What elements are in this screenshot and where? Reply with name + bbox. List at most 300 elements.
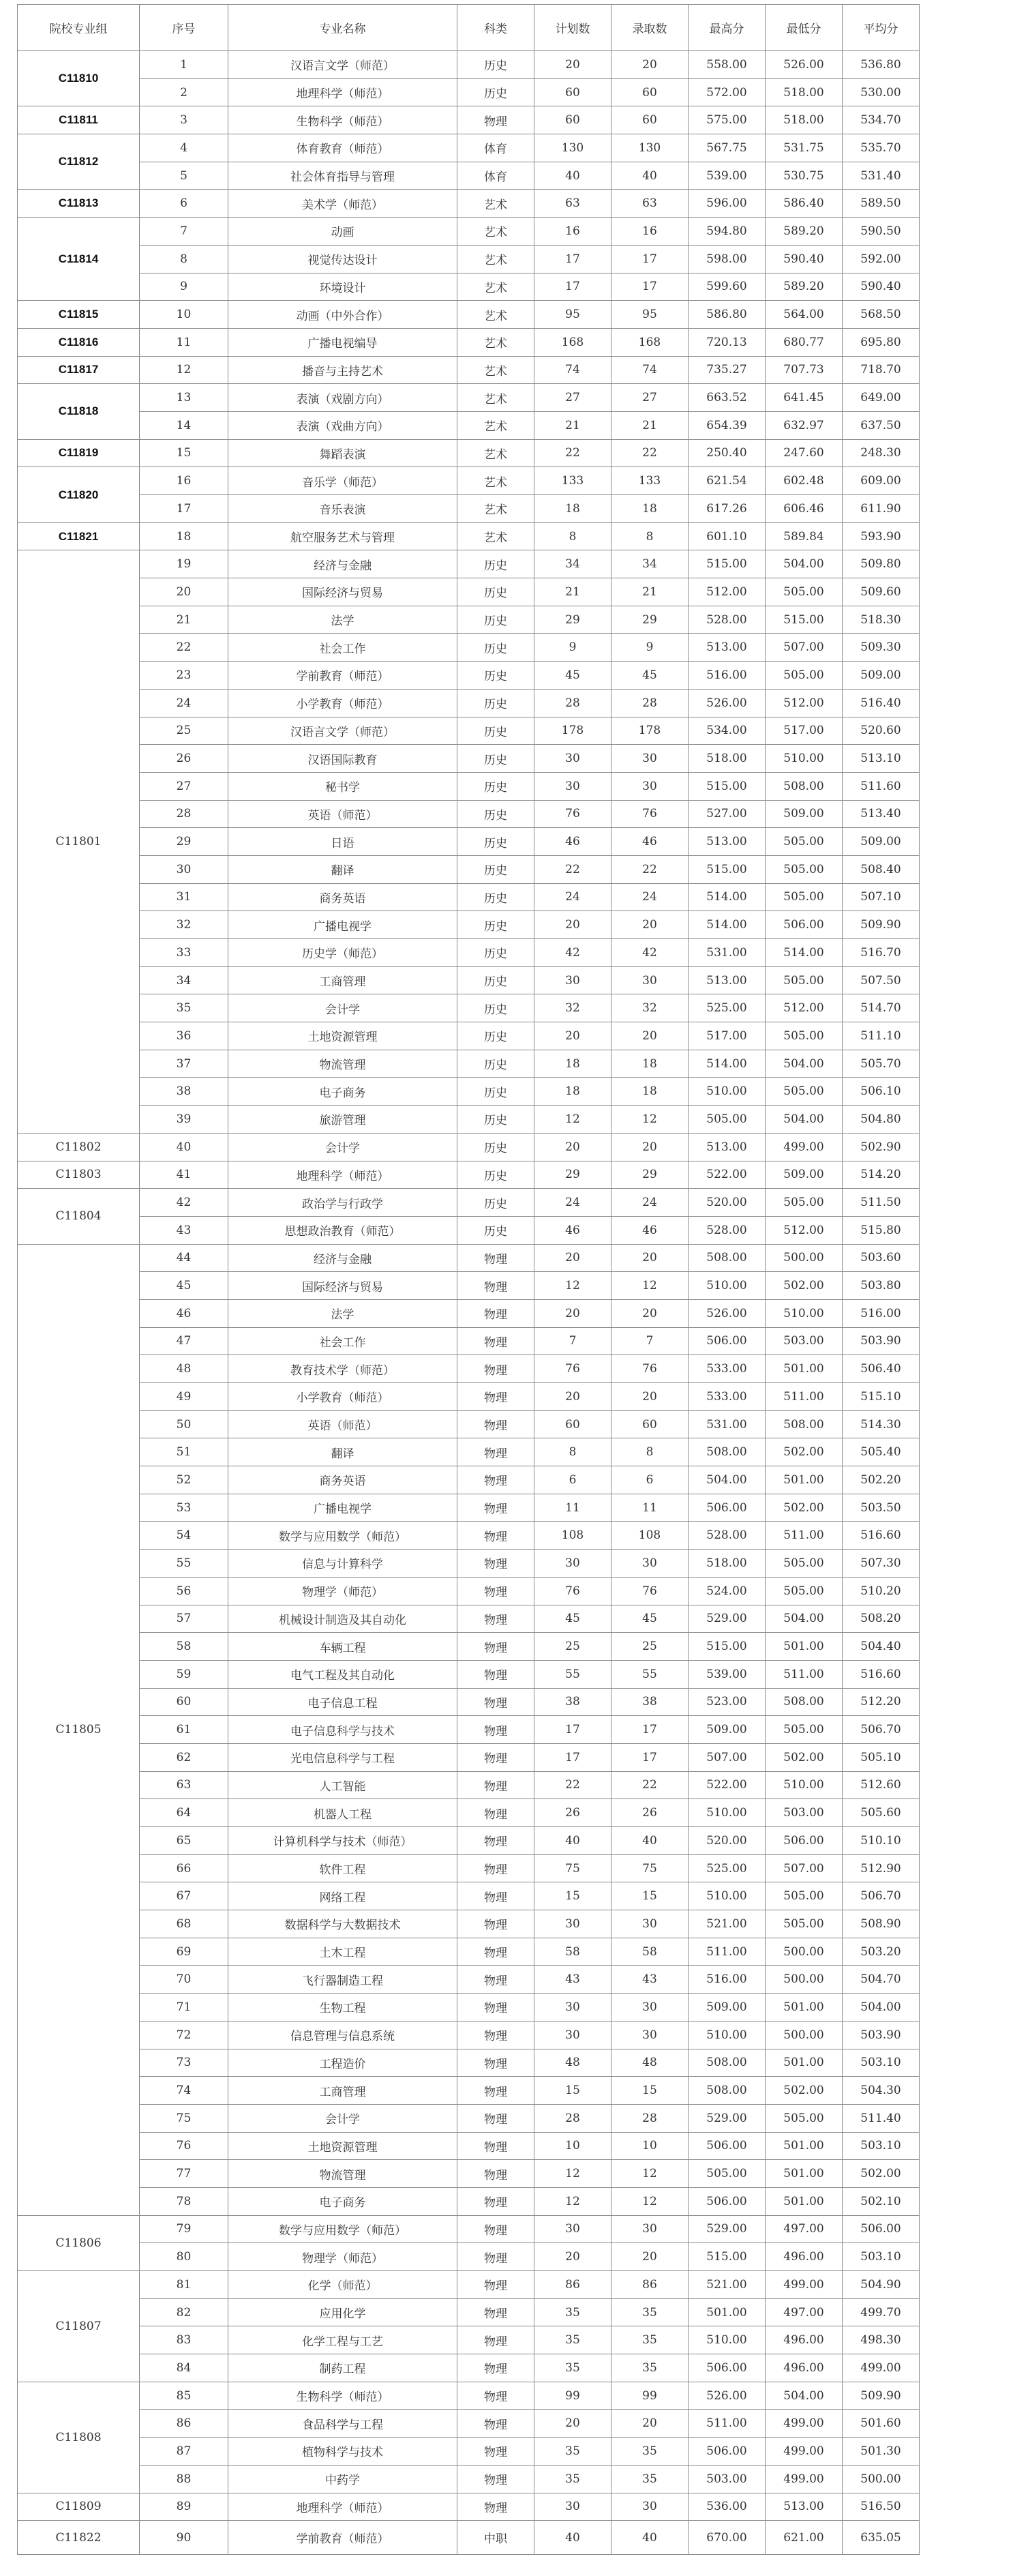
max-score-cell: 528.00 [689,1216,766,1244]
min-score-cell: 501.00 [766,2049,843,2077]
plan-count-cell: 58 [534,1938,611,1966]
plan-count-cell: 10 [534,2132,611,2160]
subject-cell: 艺术 [457,245,534,273]
plan-count-cell: 35 [534,2354,611,2382]
admitted-count-cell: 20 [611,51,689,79]
major-name-cell: 电子信息工程 [228,1688,457,1716]
header-min-score: 最低分 [766,5,843,51]
major-name-cell: 机器人工程 [228,1799,457,1827]
table-row [18,1216,920,1244]
max-score-cell: 508.00 [689,2049,766,2077]
table-row [18,439,920,467]
min-score-cell: 505.00 [766,1882,843,1910]
index-cell: 65 [140,1827,228,1855]
min-score-cell: 496.00 [766,2354,843,2382]
plan-count-cell: 17 [534,273,611,301]
table-row [18,800,920,828]
major-name-cell: 经济与金融 [228,1244,457,1272]
plan-count-cell: 43 [534,1966,611,1994]
table-row [18,2493,920,2521]
min-score-cell: 508.00 [766,772,843,800]
subject-cell: 中职 [457,2521,534,2555]
max-score-cell: 617.26 [689,495,766,523]
admitted-count-cell: 99 [611,2382,689,2410]
plan-count-cell: 32 [534,994,611,1022]
plan-count-cell: 16 [534,218,611,246]
avg-score-cell: 504.30 [843,2077,920,2105]
admitted-count-cell: 18 [611,495,689,523]
admitted-count-cell: 130 [611,134,689,162]
table-row [18,2132,920,2160]
table-row [18,2160,920,2188]
avg-score-cell: 513.10 [843,745,920,773]
major-name-cell: 舞蹈表演 [228,439,457,467]
table-row [18,717,920,745]
subject-cell: 物理 [457,2187,534,2215]
table-row [18,2243,920,2271]
plan-count-cell: 24 [534,883,611,911]
max-score-cell: 720.13 [689,328,766,356]
max-score-cell: 524.00 [689,1577,766,1605]
major-name-cell: 制药工程 [228,2354,457,2382]
admitted-count-cell: 15 [611,2077,689,2105]
table-row [18,2271,920,2299]
table-row [18,2438,920,2466]
max-score-cell: 510.00 [689,1078,766,1106]
header-admitted-count: 录取数 [611,5,689,51]
min-score-cell: 501.00 [766,2132,843,2160]
min-score-cell: 511.00 [766,1660,843,1688]
major-name-cell: 翻译 [228,855,457,883]
admitted-count-cell: 30 [611,1994,689,2022]
avg-score-cell: 506.10 [843,1078,920,1106]
major-name-cell: 体育教育（师范） [228,134,457,162]
plan-count-cell: 60 [534,1410,611,1438]
table-row [18,1522,920,1550]
major-name-cell: 化学（师范） [228,2271,457,2299]
subject-cell: 物理 [457,2493,534,2521]
major-name-cell: 广播电视编导 [228,328,457,356]
avg-score-cell: 504.00 [843,1994,920,2022]
index-cell: 23 [140,662,228,690]
admitted-count-cell: 60 [611,106,689,134]
group-code-cell: C11819 [18,439,140,467]
min-score-cell: 590.40 [766,245,843,273]
index-cell: 43 [140,1216,228,1244]
major-name-cell: 生物工程 [228,1994,457,2022]
min-score-cell: 606.46 [766,495,843,523]
table-row [18,2077,920,2105]
subject-cell: 物理 [457,2049,534,2077]
avg-score-cell: 611.90 [843,495,920,523]
plan-count-cell: 95 [534,301,611,329]
min-score-cell: 511.00 [766,1383,843,1411]
admitted-count-cell: 12 [611,1106,689,1134]
index-cell: 2 [140,78,228,106]
table-row [18,78,920,106]
admitted-count-cell: 18 [611,1078,689,1106]
admitted-count-cell: 178 [611,717,689,745]
index-cell: 71 [140,1994,228,2022]
subject-cell: 物理 [457,2243,534,2271]
plan-count-cell: 75 [534,1854,611,1882]
major-name-cell: 学前教育（师范） [228,662,457,690]
index-cell: 82 [140,2298,228,2326]
major-name-cell: 广播电视学 [228,1494,457,1522]
subject-cell: 历史 [457,78,534,106]
avg-score-cell: 514.20 [843,1161,920,1189]
major-name-cell: 电子商务 [228,1078,457,1106]
avg-score-cell: 635.05 [843,2521,920,2555]
plan-count-cell: 40 [534,162,611,190]
avg-score-cell: 510.20 [843,1577,920,1605]
subject-cell: 历史 [457,634,534,662]
admitted-count-cell: 46 [611,828,689,856]
group-code-cell: C11805 [18,1244,140,2215]
max-score-cell: 513.00 [689,828,766,856]
min-score-cell: 504.00 [766,2382,843,2410]
table-row [18,1605,920,1633]
max-score-cell: 510.00 [689,2326,766,2354]
major-name-cell: 工程造价 [228,2049,457,2077]
index-cell: 89 [140,2493,228,2521]
plan-count-cell: 18 [534,1050,611,1078]
max-score-cell: 522.00 [689,1161,766,1189]
min-score-cell: 707.73 [766,356,843,384]
min-score-cell: 526.00 [766,51,843,79]
group-code-cell: C11818 [18,384,140,439]
table-row [18,273,920,301]
max-score-cell: 515.00 [689,2243,766,2271]
admitted-count-cell: 20 [611,1299,689,1327]
plan-count-cell: 20 [534,2410,611,2438]
min-score-cell: 511.00 [766,1522,843,1550]
avg-score-cell: 511.40 [843,2104,920,2132]
index-cell: 85 [140,2382,228,2410]
index-cell: 78 [140,2187,228,2215]
major-name-cell: 商务英语 [228,883,457,911]
subject-cell: 物理 [457,2271,534,2299]
major-name-cell: 视觉传达设计 [228,245,457,273]
subject-cell: 历史 [457,550,534,578]
major-name-cell: 英语（师范） [228,1410,457,1438]
max-score-cell: 504.00 [689,1466,766,1494]
table-row [18,1383,920,1411]
avg-score-cell: 506.70 [843,1716,920,1744]
major-name-cell: 经济与金融 [228,550,457,578]
plan-count-cell: 35 [534,2326,611,2354]
subject-cell: 历史 [457,994,534,1022]
plan-count-cell: 26 [534,1799,611,1827]
min-score-cell: 680.77 [766,328,843,356]
major-name-cell: 数据科学与大数据技术 [228,1910,457,1938]
subject-cell: 物理 [457,1327,534,1355]
subject-cell: 历史 [457,51,534,79]
plan-count-cell: 99 [534,2382,611,2410]
avg-score-cell: 515.80 [843,1216,920,1244]
group-code-cell: C11822 [18,2521,140,2555]
min-score-cell: 505.00 [766,1716,843,1744]
major-name-cell: 政治学与行政学 [228,1189,457,1217]
max-score-cell: 508.00 [689,1244,766,1272]
index-cell: 19 [140,550,228,578]
subject-cell: 历史 [457,578,534,606]
admitted-count-cell: 60 [611,78,689,106]
max-score-cell: 501.00 [689,2298,766,2326]
max-score-cell: 250.40 [689,439,766,467]
major-name-cell: 工商管理 [228,966,457,994]
index-cell: 1 [140,51,228,79]
plan-count-cell: 74 [534,356,611,384]
subject-cell: 物理 [457,1272,534,1300]
group-code-cell: C11821 [18,522,140,550]
index-cell: 52 [140,1466,228,1494]
plan-count-cell: 46 [534,1216,611,1244]
max-score-cell: 521.00 [689,1910,766,1938]
group-code-cell: C11816 [18,328,140,356]
min-score-cell: 503.00 [766,1327,843,1355]
subject-cell: 物理 [457,1522,534,1550]
max-score-cell: 531.00 [689,1410,766,1438]
admitted-count-cell: 24 [611,883,689,911]
avg-score-cell: 507.50 [843,966,920,994]
min-score-cell: 505.00 [766,1189,843,1217]
min-score-cell: 506.00 [766,1827,843,1855]
table-row [18,1854,920,1882]
max-score-cell: 512.00 [689,578,766,606]
subject-cell: 物理 [457,1438,534,1466]
plan-count-cell: 30 [534,2493,611,2521]
plan-count-cell: 12 [534,1272,611,1300]
subject-cell: 历史 [457,911,534,939]
index-cell: 36 [140,1022,228,1050]
min-score-cell: 510.00 [766,1771,843,1799]
table-row [18,1050,920,1078]
plan-count-cell: 24 [534,1189,611,1217]
table-row [18,1771,920,1799]
min-score-cell: 507.00 [766,1854,843,1882]
table-row [18,578,920,606]
subject-cell: 物理 [457,1771,534,1799]
plan-count-cell: 20 [534,1383,611,1411]
table-row [18,772,920,800]
plan-count-cell: 76 [534,1577,611,1605]
min-score-cell: 505.00 [766,578,843,606]
major-name-cell: 广播电视学 [228,911,457,939]
index-cell: 15 [140,439,228,467]
table-row [18,245,920,273]
subject-cell: 物理 [457,2382,534,2410]
admitted-count-cell: 55 [611,1660,689,1688]
avg-score-cell: 502.20 [843,1466,920,1494]
index-cell: 77 [140,2160,228,2188]
min-score-cell: 247.60 [766,439,843,467]
min-score-cell: 589.20 [766,218,843,246]
max-score-cell: 531.00 [689,939,766,967]
avg-score-cell: 512.20 [843,1688,920,1716]
major-name-cell: 翻译 [228,1438,457,1466]
table-row [18,1244,920,1272]
max-score-cell: 523.00 [689,1688,766,1716]
max-score-cell: 670.00 [689,2521,766,2555]
min-score-cell: 504.00 [766,1605,843,1633]
subject-cell: 物理 [457,1938,534,1966]
plan-count-cell: 29 [534,1161,611,1189]
table-row [18,745,920,773]
avg-score-cell: 503.10 [843,2243,920,2271]
subject-cell: 物理 [457,1410,534,1438]
avg-score-cell: 520.60 [843,717,920,745]
group-code-cell: C11802 [18,1133,140,1161]
table-row [18,2298,920,2326]
avg-score-cell: 504.70 [843,1966,920,1994]
min-score-cell: 641.45 [766,384,843,412]
index-cell: 90 [140,2521,228,2555]
min-score-cell: 509.00 [766,1161,843,1189]
subject-cell: 历史 [457,883,534,911]
index-cell: 18 [140,522,228,550]
major-name-cell: 音乐表演 [228,495,457,523]
table-row [18,994,920,1022]
major-name-cell: 物流管理 [228,1050,457,1078]
max-score-cell: 520.00 [689,1189,766,1217]
subject-cell: 物理 [457,1494,534,1522]
admitted-count-cell: 35 [611,2298,689,2326]
max-score-cell: 515.00 [689,1633,766,1661]
avg-score-cell: 500.00 [843,2465,920,2493]
avg-score-cell: 518.30 [843,606,920,634]
admitted-count-cell: 12 [611,2160,689,2188]
major-name-cell: 秘书学 [228,772,457,800]
admitted-count-cell: 20 [611,1383,689,1411]
max-score-cell: 509.00 [689,1994,766,2022]
admitted-count-cell: 20 [611,1133,689,1161]
max-score-cell: 521.00 [689,2271,766,2299]
table-row [18,550,920,578]
admitted-count-cell: 30 [611,1910,689,1938]
avg-score-cell: 510.10 [843,1827,920,1855]
plan-count-cell: 11 [534,1494,611,1522]
index-cell: 29 [140,828,228,856]
min-score-cell: 499.00 [766,2465,843,2493]
index-cell: 56 [140,1577,228,1605]
header-major-name: 专业名称 [228,5,457,51]
max-score-cell: 515.00 [689,855,766,883]
subject-cell: 物理 [457,1660,534,1688]
major-name-cell: 生物科学（师范） [228,106,457,134]
min-score-cell: 505.00 [766,966,843,994]
group-code-cell: C11804 [18,1189,140,1244]
max-score-cell: 533.00 [689,1355,766,1383]
avg-score-cell: 248.30 [843,439,920,467]
min-score-cell: 512.00 [766,994,843,1022]
table-row [18,106,920,134]
major-name-cell: 会计学 [228,1133,457,1161]
avg-score-cell: 501.30 [843,2438,920,2466]
max-score-cell: 567.75 [689,134,766,162]
major-name-cell: 土地资源管理 [228,1022,457,1050]
max-score-cell: 516.00 [689,1966,766,1994]
admitted-count-cell: 30 [611,2021,689,2049]
avg-score-cell: 530.00 [843,78,920,106]
subject-cell: 物理 [457,106,534,134]
table-body [18,51,920,2555]
group-code-cell: C11811 [18,106,140,134]
min-score-cell: 502.00 [766,2077,843,2105]
max-score-cell: 572.00 [689,78,766,106]
plan-count-cell: 22 [534,1771,611,1799]
plan-count-cell: 30 [534,772,611,800]
subject-cell: 物理 [457,2104,534,2132]
avg-score-cell: 609.00 [843,467,920,495]
avg-score-cell: 509.00 [843,828,920,856]
index-cell: 48 [140,1355,228,1383]
header-subject-category: 科类 [457,5,534,51]
index-cell: 25 [140,717,228,745]
admitted-count-cell: 28 [611,689,689,717]
plan-count-cell: 178 [534,717,611,745]
max-score-cell: 654.39 [689,411,766,439]
avg-score-cell: 499.70 [843,2298,920,2326]
major-name-cell: 思想政治教育（师范） [228,1216,457,1244]
plan-count-cell: 45 [534,1605,611,1633]
group-code-cell: C11817 [18,356,140,384]
subject-cell: 物理 [457,1688,534,1716]
table-row [18,1106,920,1134]
avg-score-cell: 568.50 [843,301,920,329]
index-cell: 68 [140,1910,228,1938]
subject-cell: 艺术 [457,495,534,523]
header-index: 序号 [140,5,228,51]
table-row [18,966,920,994]
admitted-count-cell: 58 [611,1938,689,1966]
subject-cell: 物理 [457,1966,534,1994]
plan-count-cell: 6 [534,1466,611,1494]
min-score-cell: 501.00 [766,2187,843,2215]
avg-score-cell: 695.80 [843,328,920,356]
admitted-count-cell: 24 [611,1189,689,1217]
avg-score-cell: 502.10 [843,2187,920,2215]
avg-score-cell: 504.80 [843,1106,920,1134]
table-row [18,1994,920,2022]
admitted-count-cell: 29 [611,1161,689,1189]
index-cell: 81 [140,2271,228,2299]
max-score-cell: 506.00 [689,2132,766,2160]
avg-score-cell: 503.20 [843,1938,920,1966]
plan-count-cell: 7 [534,1327,611,1355]
min-score-cell: 530.75 [766,162,843,190]
min-score-cell: 503.00 [766,1799,843,1827]
index-cell: 54 [140,1522,228,1550]
min-score-cell: 497.00 [766,2298,843,2326]
table-row [18,51,920,79]
subject-cell: 物理 [457,2021,534,2049]
admitted-count-cell: 10 [611,2132,689,2160]
table-row [18,467,920,495]
index-cell: 8 [140,245,228,273]
major-name-cell: 软件工程 [228,1854,457,1882]
index-cell: 34 [140,966,228,994]
min-score-cell: 502.00 [766,1272,843,1300]
plan-count-cell: 35 [534,2465,611,2493]
table-row [18,1327,920,1355]
avg-score-cell: 637.50 [843,411,920,439]
index-cell: 79 [140,2215,228,2243]
max-score-cell: 533.00 [689,1383,766,1411]
table-row [18,301,920,329]
major-name-cell: 物流管理 [228,2160,457,2188]
header-max-score: 最高分 [689,5,766,51]
